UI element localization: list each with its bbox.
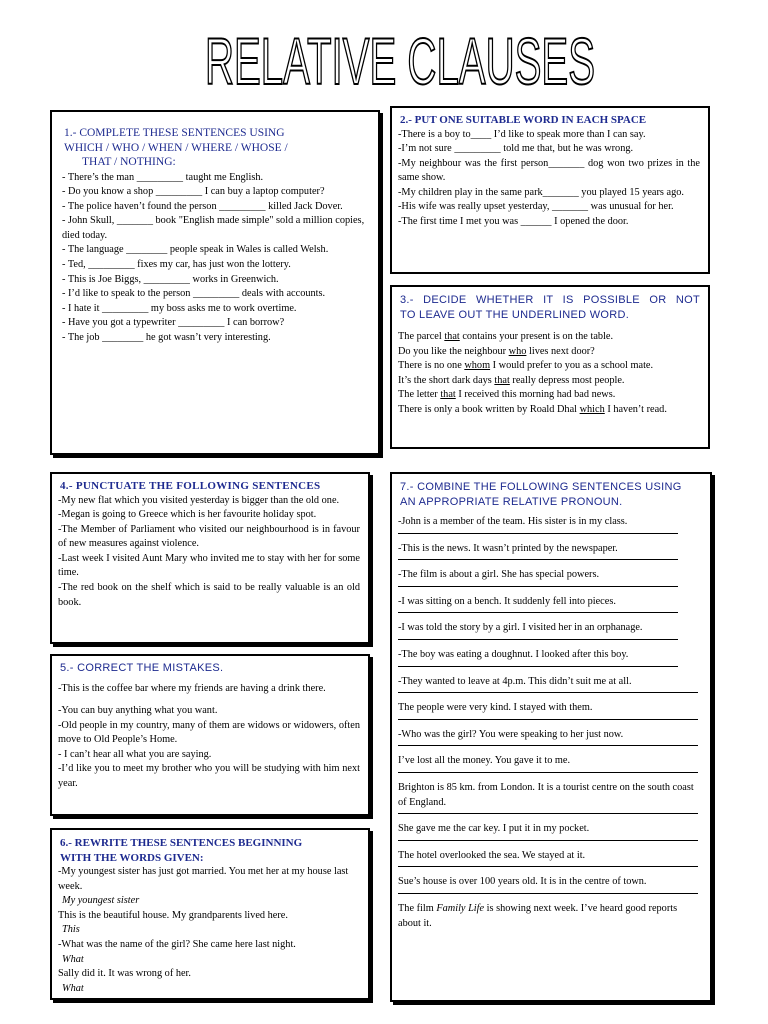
text-span: There is no one [398,360,465,372]
section-6-heading-line: 6.- REWRITE THESE SENTENCES BEGINNING [60,837,303,849]
answer-line [398,745,698,746]
section-7-item: -The film is about a girl. She has special powers. [398,569,600,581]
section-6-item: -What was the name of the girl? She came here last night. [58,938,296,950]
section-1-item: - The language ________ people speak in Wales is called Welsh. [62,244,329,256]
section-7-item: -John is a member of the team. His sister is in my class. [398,516,628,527]
section-7-item: -This is the news. It wasn’t printed by the newspaper. [398,542,618,554]
section-6-cue: My youngest sister [62,895,140,907]
page-title-text: RELATIVE CLAUSES [205,32,595,92]
section-2-item: -There is a boy to____ I’d like to speak more than I can say. [398,128,646,140]
text-span: really depress most people. [509,374,625,386]
answer-line [398,866,698,867]
section-5-item: -You can buy anything what you want. [58,705,218,717]
section-1-heading-line: THAT / NOTHING: [82,156,176,168]
section-2-heading: 2.- PUT ONE SUITABLE WORD IN EACH SPACE [400,114,647,126]
section-3-list [398,330,700,418]
section-1-item: - Do you know a shop _________ I can buy a laptop computer? [62,186,325,198]
section-2-list [398,128,700,230]
text-span: The parcel [398,331,445,342]
answer-line [398,692,698,693]
section-6-box [50,828,370,1000]
answer-line [398,533,678,534]
section-4-box [50,472,370,644]
section-3-heading-line: TO LEAVE OUT THE UNDERLINED WORD. [400,308,630,321]
section-1-item: - I’d like to speak to the person _________ deals with accounts. [62,288,326,300]
text-span: lives next door? [526,345,595,357]
section-7-item: Brighton is 85 km. from London. It is a tourist centre on the south coast of England. [398,781,694,808]
section-7-item: -Who was the girl? You were speaking to her just now. [398,728,624,740]
answer-line [398,719,698,720]
section-7-heading-line: AN APPROPRIATE RELATIVE PRONOUN. [400,495,623,508]
section-3-item [398,403,700,418]
text-span: Do you like the neighbour [398,345,509,357]
section-1-heading-line: 1.- COMPLETE THESE SENTENCES USING [64,127,285,139]
section-6-heading-line: WITH THE WORDS GIVEN: [60,851,204,864]
section-7-item: Sue’s house is over 100 years old. It is in the centre of town. [398,876,647,888]
answer-line [398,639,678,640]
section-1-item: - Ted, _________ fixes my car, has just won the lottery. [62,259,291,271]
underlined-word: whom [464,360,491,372]
answer-line [398,840,698,841]
text-span: is showing next week. I’ve heard good reports about it. [398,902,678,929]
section-1-box [50,110,380,455]
section-7-heading-line: 7.- COMBINE THE FOLLOWING SENTENCES USING [400,481,682,493]
section-1-item: - The police haven’t found the person _________ killed Jack Dover. [62,200,343,212]
section-7-item [398,902,702,931]
section-6-heading [58,836,360,865]
section-7-item: I’ve lost all the money. You gave it to me. [398,755,571,767]
text-span: I received this morning had bad news. [455,389,616,401]
page-title [200,32,600,92]
answer-line [398,772,698,773]
section-3-item [398,330,700,345]
section-2-item: -I’m not sure _________ told me that, but he was wrong. [398,143,634,155]
section-2-item: -My children play in the same park_______ you played 15 years ago. [398,186,684,198]
underlined-word: who [508,345,527,357]
answer-line [398,813,698,814]
text-span: contains your present is on the table. [459,331,614,342]
section-5-box [50,654,370,816]
section-7-list [398,515,702,931]
answer-line [398,612,678,613]
section-1-heading-line: WHICH / WHO / WHEN / WHERE / WHOSE / [64,141,288,154]
section-1-item: - There’s the man _________ taught me English. [62,171,264,183]
section-7-item: -The boy was eating a doughnut. I looked after this boy. [398,648,629,660]
section-7-heading [398,480,702,509]
section-1-heading [62,126,370,170]
section-2-box [390,106,710,274]
section-6-item: -My youngest sister has just got married. You met her at my house last week. [58,866,349,892]
section-7-item: She gave me the car key. I put it in my pocket. [398,823,590,835]
section-7-item: The hotel overlooked the sea. We stayed at it. [398,849,586,861]
section-6-cue: This [62,924,80,936]
text-span: It’s the short dark days [398,374,495,386]
section-2-item: -The first time I met you was ______ I opened the door. [398,216,629,228]
underlined-word: that [494,374,510,386]
section-5-heading: 5.- CORRECT THE MISTAKES. [60,662,224,674]
section-7-item: -I was sitting on a bench. It suddenly fell into pieces. [398,595,616,607]
answer-line [398,666,678,667]
section-7-item: -They wanted to leave at 4p.m. This didn’t suit me at all. [398,675,632,687]
section-6-list [58,865,360,996]
section-5-item: -Old people in my country, many of them are widows or widowers, often move to Old People’s Home. [58,719,360,746]
section-3-item [398,388,700,403]
section-4-heading: 4.- PUNCTUATE THE FOLLOWING SENTENCES [60,480,321,492]
section-4-item: -Last week I visited Aunt Mary who invited me to stay with her for some time. [58,552,360,579]
section-1-list [62,171,370,346]
section-3-heading-line: 3.- DECIDE WHETHER IT IS POSSIBLE OR NOT [400,294,700,306]
section-3-heading [398,293,700,322]
section-3-box [390,285,710,449]
section-1-item: - The job ________ he got wasn’t very interesting. [62,332,271,344]
section-6-cue: What [62,982,84,994]
text-span: The letter [398,389,441,401]
text-span: I would prefer to you as a school mate. [490,360,654,372]
section-4-item: -The red book on the shelf which is said to be really valuable is an old book. [58,582,360,608]
section-5-list [58,682,360,792]
section-4-item: -The Member of Parliament who visited our neighbourhood is in favour of new measures against violence. [58,523,360,550]
section-6-item: This is the beautiful house. My grandparents lived here. [58,909,288,921]
section-2-item: -His wife was really upset yesterday, _______ was unusual for her. [398,201,674,213]
section-7-item: The people were very kind. I stayed with them. [398,702,593,714]
answer-line [398,893,698,894]
section-4-list [58,494,360,611]
text-span: There is only a book written by Roald Dhal [398,403,580,415]
section-5-item: -This is the coffee bar where my friends are having a drink there. [58,682,326,694]
section-1-item: - Have you got a typewriter _________ I can borrow? [62,317,285,329]
section-1-item: - This is Joe Biggs, _________ works in Greenwich. [62,273,279,285]
section-6-cue: What [62,953,84,965]
underlined-word: that [440,389,456,401]
underlined-word: that [444,331,460,342]
section-7-item: -I was told the story by a girl. I visited her in an orphanage. [398,622,643,634]
section-2-item: -My neighbour was the first person_______ dog won two prizes in the same show. [398,157,700,184]
section-6-item: Sally did it. It was wrong of her. [58,968,191,980]
section-4-item: -Megan is going to Greece which is her favourite holiday spot. [58,509,317,521]
text-span: I haven’t read. [604,403,667,415]
section-5-item: - I can’t hear all what you are saying. [58,748,212,760]
italic-title: Family Life [436,902,485,914]
section-3-item [398,374,700,389]
underlined-word: which [579,403,605,415]
section-1-item: - John Skull, _______ book "English made simple" sold a million copies, died today. [62,215,365,241]
section-4-item: -My new flat which you visited yesterday is bigger than the old one. [58,494,340,506]
text-span: The film [398,902,437,914]
section-1-item: - I hate it _________ my boss asks me to work overtime. [62,302,297,314]
answer-line [398,586,678,587]
section-7-box [390,472,712,1002]
section-3-item [398,359,700,374]
section-5-item: -I’d like you to meet my brother who you will be studying with him next year. [58,763,360,790]
answer-line [398,559,678,560]
section-3-item [398,345,700,360]
